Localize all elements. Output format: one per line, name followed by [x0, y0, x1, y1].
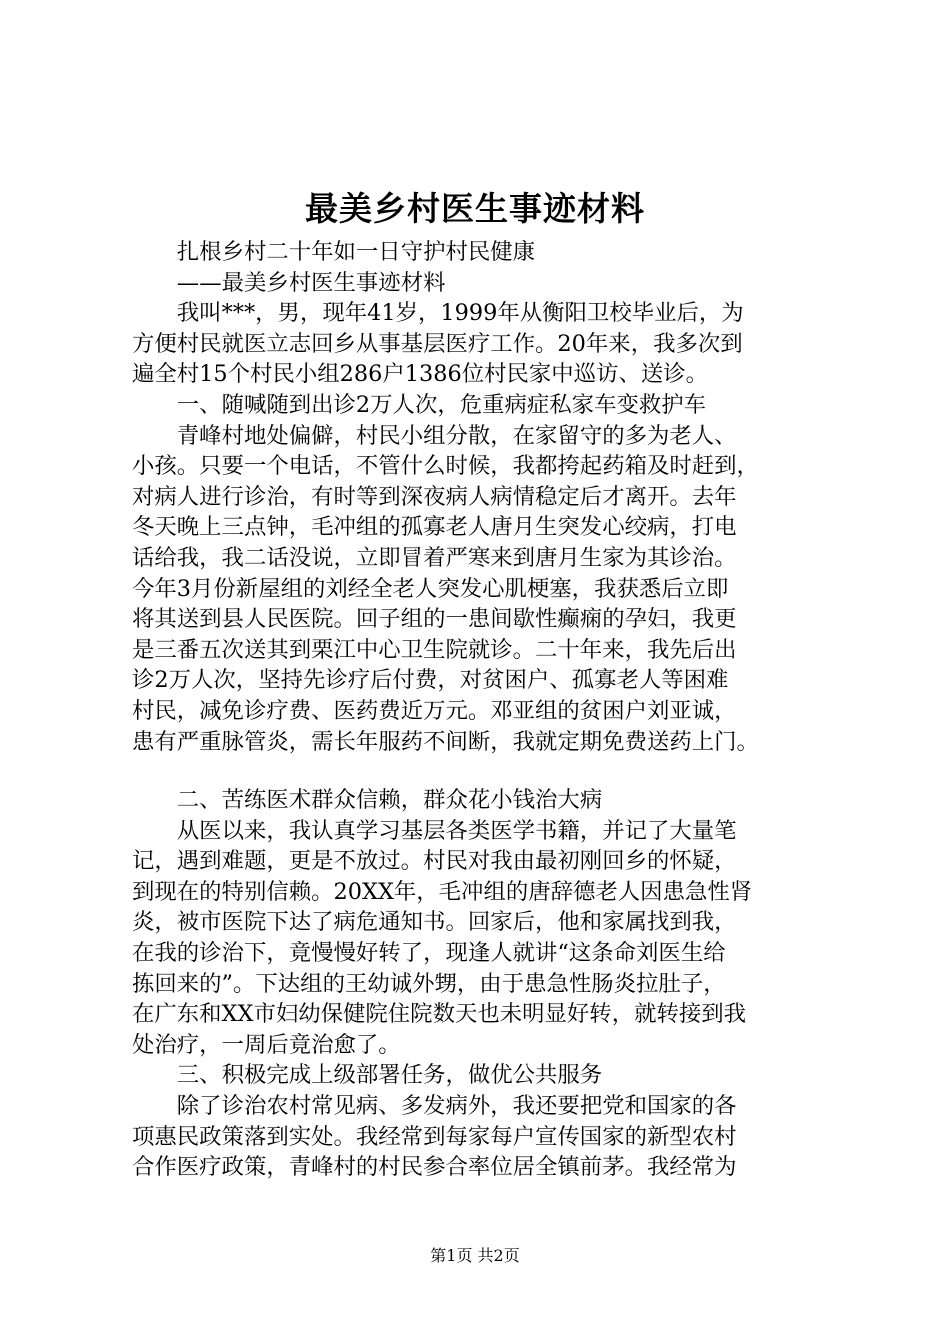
- paragraph-line: 话给我，我二话没说，立即冒着严寒来到唐月生家为其诊治。: [132, 544, 737, 571]
- document-title: 最美乡村医生事迹材料: [305, 189, 645, 228]
- document-body: [132, 237, 832, 1183]
- paragraph-line: 小孩。只要一个电话，不管什么时候，我都挎起药箱及时赶到，: [132, 453, 759, 480]
- paragraph-line: 村民，减免诊疗费、医药费近万元。邓亚组的贫困户刘亚诚，: [132, 697, 737, 724]
- paragraph-line: 拣回来的”。下达组的王幼诚外甥，由于患急性肠炎拉肚子，: [132, 970, 726, 997]
- paragraph-line: 处治疗，一周后竟治愈了。: [132, 1031, 401, 1058]
- paragraph-line: 青峰村地处偏僻，村民小组分散，在家留守的多为老人、: [176, 422, 737, 449]
- paragraph-line: 炎，被市医院下达了病危通知书。回家后，他和家属找到我，: [132, 909, 737, 936]
- paragraph-line: 方便村民就医立志回乡从事基层医疗工作。20年来，我多次到: [132, 330, 743, 357]
- paragraph-line: 冬天晚上三点钟，毛冲组的孤寡老人唐月生突发心绞病，打电: [132, 514, 737, 541]
- section-heading: 三、积极完成上级部署任务，做优公共服务: [176, 1062, 603, 1089]
- paragraph-line: 合作医疗政策，青峰村的村民参合率位居全镇前茅。我经常为: [132, 1154, 737, 1181]
- paragraph-line: 从医以来，我认真学习基层各类医学书籍，并记了大量笔: [176, 817, 737, 844]
- subtitle-line: ——最美乡村医生事迹材料: [176, 269, 446, 296]
- paragraph-gap: [132, 757, 832, 785]
- subtitle-line: 扎根乡村二十年如一日守护村民健康: [176, 239, 536, 265]
- page-number-footer: 第1页 共2页: [430, 1246, 520, 1265]
- paragraph-line: 到现在的特别信赖。20XX年，毛冲组的唐辞德老人因患急性肾: [132, 878, 753, 905]
- paragraph-line: 是三番五次送其到栗江中心卫生院就诊。二十年来，我先后出: [132, 636, 737, 663]
- paragraph-line: 将其送到县人民医院。回子组的一患间歇性癫痫的孕妇，我更: [132, 606, 737, 633]
- paragraph-line: 诊2万人次，坚持先诊疗后付费，对贫困户、孤寡老人等困难: [132, 667, 729, 694]
- paragraph-line: 患有严重脉管炎，需长年服药不间断，我就定期免费送药上门。: [132, 728, 759, 755]
- paragraph-line: 今年3月份新屋组的刘经全老人突发心肌梗塞，我获悉后立即: [132, 575, 729, 602]
- section-heading: 二、苦练医术群众信赖，群众花小钱治大病: [176, 787, 603, 814]
- paragraph-line: 记，遇到难题，更是不放过。村民对我由最初刚回乡的怀疑，: [132, 848, 737, 875]
- paragraph-line: 在我的诊治下，竟慢慢好转了，现逢人就讲“这条命刘医生给: [132, 940, 726, 967]
- paragraph-line: 项惠民政策落到实处。我经常到每家每户宣传国家的新型农村: [132, 1123, 737, 1150]
- paragraph-line: 我叫***，男，现年41岁，1999年从衡阳卫校毕业后，为: [176, 300, 744, 327]
- paragraph-line: 对病人进行诊治，有时等到深夜病人病情稳定后才离开。去年: [132, 483, 737, 510]
- paragraph-line: 遍全村15个村民小组286户1386位村民家中巡访、送诊。: [132, 361, 709, 388]
- paragraph-line: 在广东和XX市妇幼保健院住院数天也未明显好转，就转接到我: [132, 1001, 747, 1028]
- paragraph-line: 除了诊治农村常见病、多发病外，我还要把党和国家的各: [176, 1093, 737, 1120]
- section-heading: 一、随喊随到出诊2万人次，危重病症私家车变救护车: [176, 391, 707, 418]
